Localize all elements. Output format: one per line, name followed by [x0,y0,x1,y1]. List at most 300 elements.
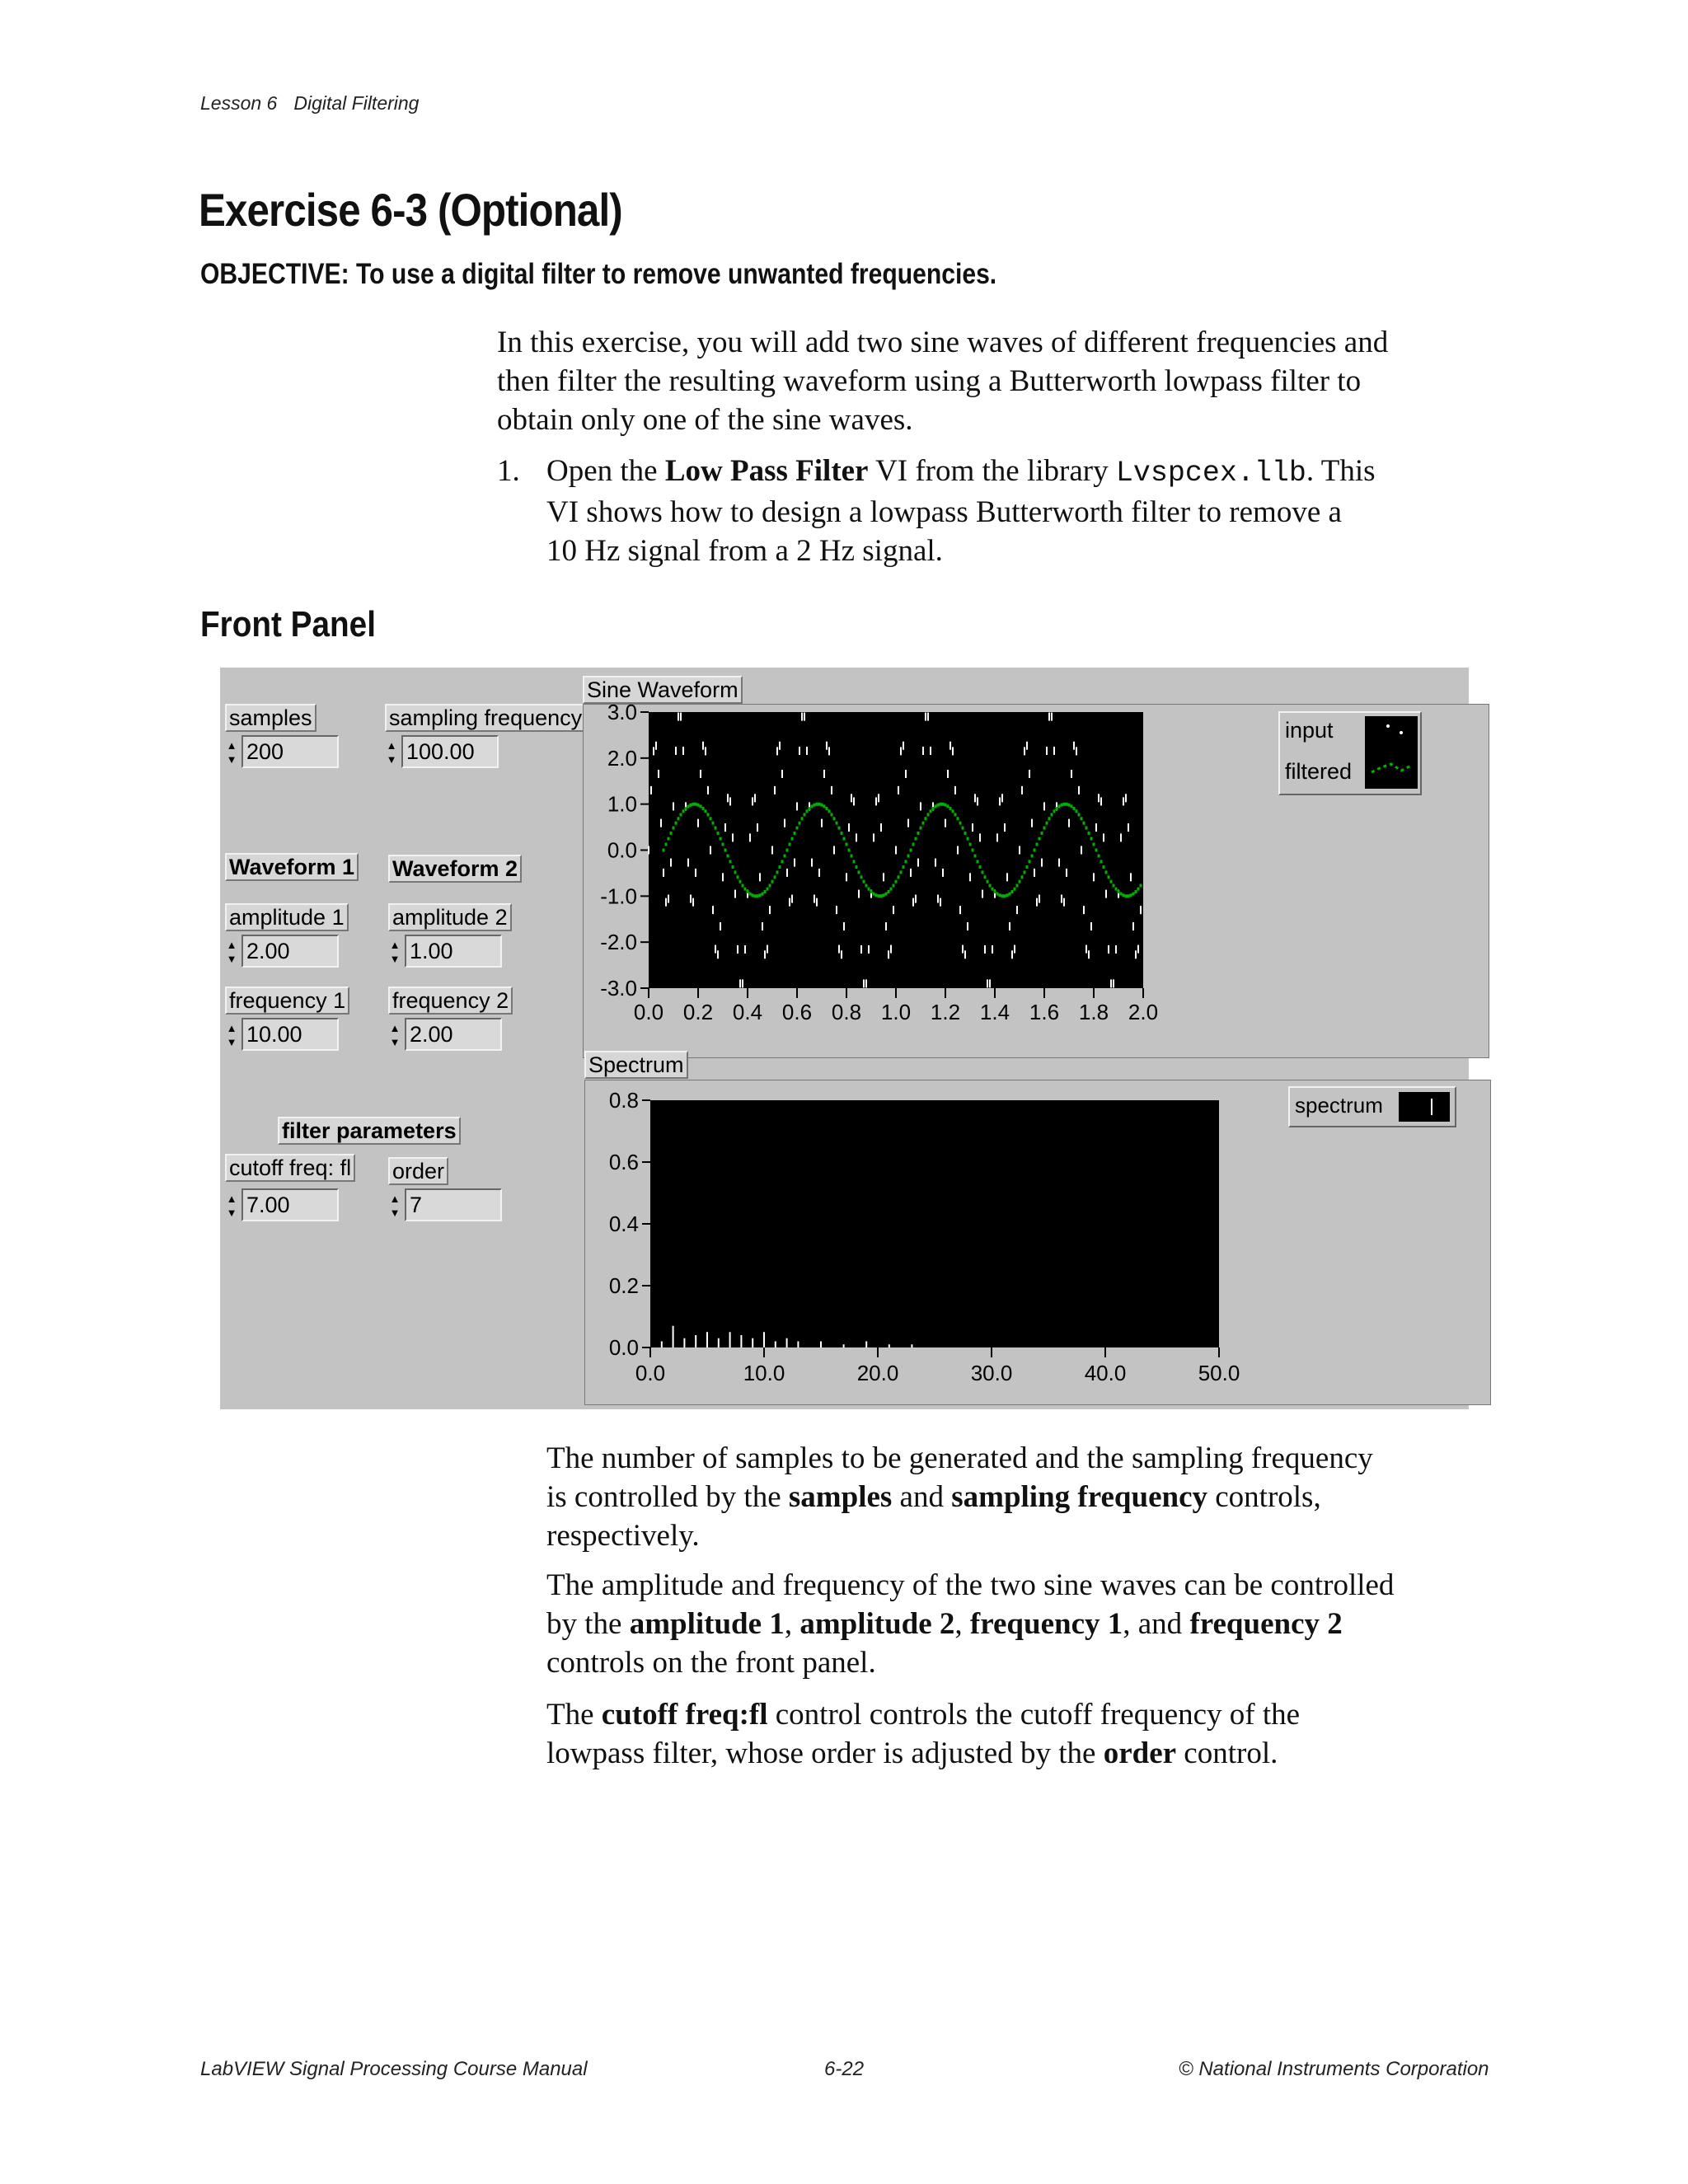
library-name: Lvspcex.llb [1115,457,1306,490]
filtered-point [903,865,905,869]
filtered-point [1098,854,1100,857]
front-panel [220,668,1469,1409]
vi-name: Low Pass Filter [664,454,869,488]
filtered-point [682,809,685,813]
filtered-point [1068,804,1071,807]
sine-waveform-title: Sine Waveform [583,676,743,704]
spectrum-graph [584,1080,1491,1405]
y-tick-label: 0.4 [608,1212,639,1236]
desc-bold: frequency 1 [969,1607,1123,1641]
desc-text: , [954,1607,970,1641]
description-para-2 [546,1566,1394,1682]
amplitude2-control[interactable] [388,935,512,968]
filtered-point [942,803,945,806]
filtered-point [890,888,893,891]
amplitude1-label: amplitude 1 [225,903,349,931]
step-number: 1. [497,454,520,488]
increment-decrement-icon[interactable]: ▲ ▼ [226,739,237,766]
filtered-point [1063,803,1066,806]
filtered-point [668,837,670,841]
filtered-point [848,849,851,852]
footer-right: © National Instruments Corporation [1179,2058,1489,2080]
filtered-point [734,870,737,874]
header-lesson: Lesson 6 [200,92,278,114]
filtered-point [786,849,789,852]
filtered-point [1071,804,1073,808]
filtered-point [784,854,786,857]
y-tick-label: 0.8 [608,1088,639,1113]
filtered-point [700,804,702,808]
filtered-point [900,870,903,874]
filtered-point [769,884,771,888]
filtered-point [853,860,856,863]
header-chapter: Digital Filtering [293,92,420,114]
filtered-point [749,893,752,896]
cutoff-control[interactable] [225,1188,349,1221]
filtered-point [1048,817,1051,820]
filtered-point [764,890,767,893]
filtered-point [878,894,880,898]
x-tick-label: 0.8 [831,1000,862,1024]
filtered-point [1115,888,1118,891]
frequency2-control[interactable] [388,1018,512,1051]
filtered-point [1123,893,1125,897]
filtered-point [678,817,680,820]
filtered-point [957,817,959,820]
order-value[interactable]: 7 [405,1188,502,1221]
filtered-point [1024,870,1026,874]
filtered-point [799,822,801,825]
filtered-point [1066,803,1068,806]
filtered-point [959,822,962,825]
filtered-point [880,894,883,898]
filtered-point [717,832,720,835]
legend-swatch-icon [1365,716,1418,789]
filtered-point [920,827,922,830]
spectrum-plot-area [650,1100,1219,1347]
filtered-point [1051,813,1053,816]
filtered-point [752,893,754,897]
increment-decrement-icon[interactable]: ▲ ▼ [389,1193,401,1219]
filtered-point [999,893,1001,897]
cutoff-label: cutoff freq: fl [225,1154,355,1182]
filtered-point [811,804,814,808]
filtered-point [962,827,964,830]
filtered-point [987,880,989,883]
desc-line: The number of samples to be generated and the sampling frequency [546,1441,1373,1475]
filtered-point [1103,865,1105,869]
desc-text: by the [546,1607,630,1641]
filtered-point [1120,893,1123,896]
filtered-point [1011,890,1014,893]
filtered-point [905,860,907,863]
filtered-point [873,893,875,896]
filtered-point [860,875,863,879]
filtered-point [992,888,994,891]
filtered-point [673,827,675,830]
filtered-point [1046,822,1048,825]
filtered-point [729,860,732,863]
filtered-point [846,843,848,846]
order-label: order [388,1157,448,1185]
legend-spectrum-swatch [1399,1092,1450,1122]
filtered-point [1130,893,1132,897]
footer-left: LabVIEW Signal Processing Course Manual [200,2058,588,2080]
increment-decrement-icon[interactable]: ▲ ▼ [389,1022,401,1048]
x-tick-label: 2.0 [1128,1000,1159,1024]
filtered-point [917,832,920,835]
intro-line: obtain only one of the sine waves. [497,403,913,437]
filtered-point [833,817,836,820]
filtered-point [838,827,841,830]
filtered-point [836,822,838,825]
step1-line: 10 Hz signal from a 2 Hz signal. [546,534,943,568]
filtered-point [937,804,940,807]
filtered-point [759,893,762,897]
legend-input-label: input [1285,718,1334,743]
filtered-point [742,884,744,888]
filtered-point [915,837,917,841]
filtered-point [863,880,865,883]
filtered-point [1006,893,1009,897]
filtered-point [1004,894,1006,898]
increment-decrement-icon[interactable]: ▲ ▼ [386,739,397,766]
x-tick-label: 1.0 [880,1000,912,1024]
filtered-point [1019,880,1021,883]
filtered-point [1053,809,1056,813]
x-tick-label: 0.0 [635,1361,666,1385]
sine-legend[interactable] [1278,711,1422,795]
x-tick-label: 0.0 [633,1000,664,1024]
filtered-point [831,813,833,816]
objective: OBJECTIVE: To use a digital filter to remove unwanted frequencies. [200,258,997,290]
frequency2-value[interactable]: 2.00 [405,1018,502,1051]
increment-decrement-icon[interactable]: ▲ ▼ [226,1193,237,1219]
y-tick-label: 0.0 [607,837,637,863]
filtered-point [762,893,764,896]
frequency1-control[interactable] [225,1018,349,1051]
filtered-point [972,849,974,852]
spectrum-title: Spectrum [584,1051,688,1079]
filtered-point [895,880,898,883]
samples-value[interactable]: 200 [241,735,339,768]
desc-text: control. [1176,1736,1278,1770]
filter-parameters-title: filter parameters [278,1117,461,1145]
desc-bold: frequency 2 [1189,1607,1343,1641]
filtered-point [791,837,794,841]
filtered-point [1137,888,1140,891]
filtered-point [932,807,935,810]
frequency2-label: frequency 2 [388,987,513,1015]
filtered-point [670,832,673,835]
filtered-point [1041,832,1043,835]
desc-text: The [546,1698,602,1732]
filtered-point [747,890,749,893]
filtered-point [979,865,982,869]
filtered-point [1135,890,1137,893]
filtered-point [1088,832,1090,835]
filtered-point [954,813,957,816]
filtered-point [910,849,912,852]
filtered-point [1093,843,1095,846]
filtered-point [685,807,687,810]
desc-bold: sampling frequency [951,1480,1207,1514]
x-tick-label: 1.2 [930,1000,961,1024]
y-tick-label: 0.6 [608,1150,639,1174]
filtered-point [1125,894,1128,898]
x-tick-label: 0.2 [682,1000,714,1024]
desc-text: , [784,1607,800,1641]
description-para-3 [546,1695,1300,1773]
filtered-point [828,809,831,813]
legend-swatch-icon [1399,1092,1450,1122]
filtered-point [940,803,942,806]
filtered-point [814,804,816,807]
filtered-point [888,890,890,893]
filtered-point [774,875,776,879]
filtered-point [724,849,727,852]
intro-paragraph [497,323,1388,439]
filtered-point [806,809,809,813]
filtered-point [818,803,821,806]
filtered-point [737,875,739,879]
filtered-point [1061,804,1063,807]
filtered-point [796,827,799,830]
filtered-point [841,832,843,835]
filtered-point [1108,875,1110,879]
filtered-point [705,809,707,813]
amplitude1-value[interactable]: 2.00 [241,935,339,968]
y-tick-label: -1.0 [600,883,637,909]
desc-text: controls, [1207,1480,1321,1514]
desc-bold: order [1103,1736,1177,1770]
filtered-point [935,804,937,808]
filtered-point [707,813,710,816]
filtered-point [789,843,791,846]
filtered-point [930,809,932,813]
y-tick-label: 0.0 [608,1335,639,1360]
filtered-point [697,804,700,807]
filtered-point [1036,843,1039,846]
legend-spectrum-label: spectrum [1295,1093,1383,1118]
filtered-point [1132,893,1135,896]
legend-swatch [1365,716,1418,789]
y-tick-label: -2.0 [600,930,637,955]
filtered-point [794,832,796,835]
filtered-point [952,809,954,813]
x-tick-label: 40.0 [1084,1361,1127,1385]
filtered-point [907,854,910,857]
y-tick-label: 3.0 [607,704,637,724]
desc-text: control controls the cutoff frequency of the [767,1698,1301,1732]
frequency1-value[interactable]: 10.00 [241,1018,339,1051]
filtered-point [984,875,987,879]
filtered-point [767,888,769,891]
filtered-point [856,865,858,869]
increment-decrement-icon[interactable]: ▲ ▼ [226,939,237,965]
filtered-point [776,870,779,874]
filtered-point [927,813,930,816]
filtered-point [893,884,895,888]
filtered-point [675,822,678,825]
front-panel-heading: Front Panel [200,604,376,644]
filtered-point [1001,894,1004,898]
x-tick-label: 1.6 [1029,1000,1060,1024]
filtered-point [680,813,682,816]
amplitude1-control[interactable] [225,935,349,968]
filtered-point [851,854,853,857]
amplitude2-value[interactable]: 1.00 [405,935,502,968]
filtered-point [898,875,900,879]
filtered-point [826,807,828,810]
step-1 [546,452,1376,570]
filtered-point [727,854,729,857]
step1-mid: VI from the library [868,454,1116,488]
step1-post: . This [1306,454,1376,488]
filtered-point [1058,804,1061,808]
legend-filtered-label: filtered [1285,759,1353,784]
filtered-point [925,817,927,820]
filtered-point [1105,870,1108,874]
y-tick-label: 2.0 [607,745,637,771]
samples-control[interactable] [225,735,349,768]
filtered-point [994,890,996,893]
filtered-point [870,890,873,893]
x-tick-label: 0.6 [781,1000,813,1024]
description-para-1 [546,1439,1373,1555]
filtered-point [1076,809,1078,813]
filtered-point [865,884,868,888]
running-header [200,92,419,115]
filtered-point [720,837,722,841]
spectrum-legend[interactable] [1288,1086,1456,1127]
cutoff-value[interactable]: 7.00 [241,1188,339,1221]
filtered-point [1118,890,1120,893]
filtered-point [690,804,692,807]
filtered-point [1021,875,1024,879]
x-tick-label: 1.4 [979,1000,1010,1024]
desc-line: respectively. [546,1519,700,1553]
filtered-point [732,865,734,869]
filtered-point [663,849,665,852]
filtered-point [974,854,977,857]
filtered-point [1110,880,1113,883]
filtered-point [875,893,878,897]
filtered-point [816,803,818,806]
waveform1-title: Waveform 1 [225,853,359,881]
filtered-point [843,837,846,841]
x-tick-label: 10.0 [743,1361,785,1385]
filtered-point [922,822,925,825]
filtered-point [712,822,715,825]
filtered-point [1085,827,1088,830]
sampling-frequency-control[interactable] [385,735,509,768]
desc-text: is controlled by the [546,1480,789,1514]
filtered-point [1056,807,1058,810]
filtered-point [967,837,969,841]
step1-line: VI shows how to design a lowpass Butterworth filter to remove a [546,495,1342,529]
filtered-point [692,803,695,806]
filtered-point [1073,807,1076,810]
filtered-point [883,893,885,897]
filtered-point [771,880,774,883]
filtered-point [996,893,999,896]
step1-pre: Open the [546,454,665,488]
filtered-point [1014,888,1016,891]
filtered-point [823,804,826,808]
desc-text: and [892,1480,952,1514]
filtered-point [1140,884,1142,888]
order-control[interactable] [388,1188,512,1221]
filtered-point [858,870,860,874]
x-tick-label: 50.0 [1198,1361,1240,1385]
filtered-point [744,888,747,891]
amplitude2-label: amplitude 2 [388,903,512,931]
filtered-point [1100,860,1103,863]
filtered-point [969,843,972,846]
filtered-point [695,803,697,806]
filtered-point [947,804,950,808]
desc-bold: samples [788,1480,893,1514]
filtered-point [885,893,888,896]
sampling-frequency-label: sampling frequency [385,704,586,732]
filtered-point [1016,884,1019,888]
increment-decrement-icon[interactable]: ▲ ▼ [389,939,401,965]
filtered-point [989,884,992,888]
sampling-frequency-value[interactable]: 100.00 [401,735,499,768]
filtered-point [1026,865,1029,869]
intro-line: In this exercise, you will add two sine waves of different frequencies and [497,326,1389,359]
filtered-point [702,807,705,810]
filtered-point [754,894,757,898]
filtered-point [1039,837,1041,841]
filtered-point [1029,860,1031,863]
filtered-point [1078,813,1081,816]
filtered-point [665,843,668,846]
waveform2-title: Waveform 2 [388,855,522,883]
filtered-point [1095,849,1098,852]
desc-bold: amplitude 2 [799,1607,955,1641]
filtered-point [779,865,781,869]
filtered-point [945,804,947,807]
x-tick-label: 1.8 [1078,1000,1109,1024]
filtered-point [868,888,870,891]
x-tick-label: 0.4 [732,1000,763,1024]
filtered-point [912,843,915,846]
desc-bold: cutoff freq:fl [601,1698,768,1732]
samples-label: samples [225,704,316,732]
desc-text: lowpass filter, whose order is adjusted by the [546,1736,1104,1770]
filtered-point [739,880,742,883]
filtered-point [687,804,690,808]
exercise-title: Exercise 6-3 (Optional) [199,184,622,236]
filtered-point [1081,817,1083,820]
filtered-point [977,860,979,863]
x-tick-label: 30.0 [970,1361,1013,1385]
desc-text: , and [1123,1607,1190,1641]
filtered-point [964,832,967,835]
increment-decrement-icon[interactable]: ▲ ▼ [226,1022,237,1048]
filtered-point [1034,849,1036,852]
filtered-point [710,817,712,820]
filtered-point [801,817,804,820]
filtered-point [821,804,823,807]
filtered-point [1128,894,1130,898]
filtered-point [950,807,952,810]
filtered-point [809,807,811,810]
filtered-point [1113,884,1115,888]
desc-bold: amplitude 1 [629,1607,785,1641]
